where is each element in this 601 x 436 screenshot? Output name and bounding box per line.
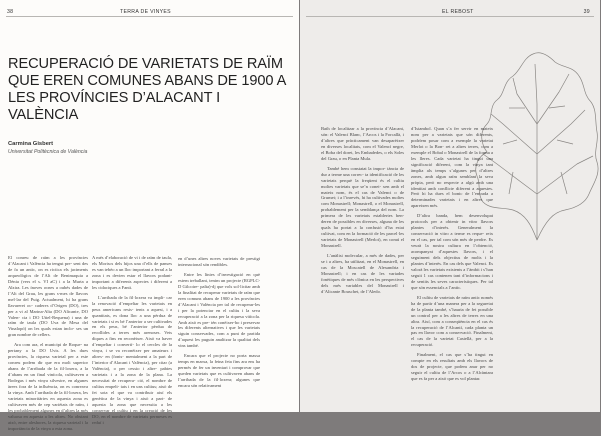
paragraph: El conreu de raïm a les províncies d’Alacant i València ha tengut pre- sent des de fa un antic, on es rictica els jaciments arqueològics de l’Alt de Benimaquia a Dénia (vers el s. VI aC) i a la Murta a Alzira. Les ínoves ocnes a oubés dades de l’Alt del Grau, les grans s-mes de llavors mel·lar del Puig. Actualment, hi ha grans llavarerei oc- caderes d’Origen (DO), tres per a vi al Marina-Alta (DO Alicante, DO Valen- cia i DO Utiel-Requena) i una de raïm de taula (DO Uva de Mesa del Vinalopó) on les quals estan inclo- ses un gran nombre de cellers.: [8, 255, 88, 338]
leaf-vein: [537, 110, 585, 154]
paragraph: Bath de localitzar a la província d’Alacant, són: el Valencí Blanc, l’Arcos i la Forcallà, i d’altres que pràcticament van desaparèixer en diverses localitats, com el Valencí negre, el Boba del doret, les Embadedes, o els Soles del Grau, o en Planta Mula.: [321, 126, 404, 161]
paragraph: A més d’elaboració de vi i de raïm de taula, els Moriscs dels hijos una d’ells de panses es van tebèo a un lloc important a ferral a la zona i es devien estar el llavors podant- important a diferents aspectes i diferent a les cidaciques a Fanti.: [92, 255, 172, 290]
leaf-vein: [491, 114, 537, 154]
leaf-vein-main: [535, 64, 537, 240]
page-number: 38: [7, 9, 14, 15]
section-title: EL REBOST: [442, 9, 474, 15]
left-column-1: [8, 255, 88, 436]
paragraph: en d’unes altres noves varietats de prestigi internacional són rendibles.: [178, 256, 260, 267]
section-title: TERRA DE VINYES: [120, 9, 171, 15]
leaf-vein: [513, 78, 537, 124]
paragraph: Ara com ara, el municipi de Roque- na pertany a la DO Uvis. A les dues províncies, la riquesa varietal per a este conreu podem dir que era molt superior abans de l’arribada de la fil·loxera, a la d’abans en un final vinícola, cultivaven a Bodegas i més vinya silvestre, en algunes àrees fora de la influència, on es conreava la vinya. Amb l’arribada de la fil·loxera, les varietats minoritàries en aquesta zona es cultivaven més de cep variètats de raïm, i les probablement algunes en d’altres la més valuosa en aquesta a les altres. No obstant això, entre aleshores, la riquesa varietal i la importància de la vinya a esta zona.: [8, 342, 88, 431]
paragraph: Finalment, el cas que s’ha tingut en compte en els resultats amb els llavors de dos de projecte, que podem anar per no seguir el cultiu de l’Arcos o a l’Alcàntara que es fa per a això que es vol plantar.: [411, 352, 493, 382]
leaf-vein-minor: [557, 140, 573, 144]
paragraph: L’arribada de la fil·loxera va impli- car la renovació d’empeltar les varietats en peus americans resis- tents a aquest, i a quantitats, es dona lloc a una pèrdua de varietats i si es bé l’anterior a ser cultivades en els peus, bé l’anterior pèrdua de recollides a terres més arenoses. Vets diques a fins en reconèixer. Això va haver d’empeltar i convertí- lo el cercles de la vinya, i se va reconèixer per amateurs i altres- en (fonts- mentalment a la part de l’interior d’Alacant i València), per citar (a València), o per cessio i altre- pabtes varietats i a la zona de la plana. La necessitat de recupera- ció, el nombre de cultius empelt- tats i en uns cultius; això de fet sota el que va contribuir així els genètica de la vinya i això a part- de aquesta la zona que necessita a les conservar el cultiu i en la creació de les DO, en el nombre de varietats permeses es reduí i: [92, 294, 172, 425]
right-column-2: [411, 126, 493, 386]
leaf-vein-minor: [549, 106, 565, 108]
leaf-vein-minor: [509, 172, 513, 194]
header-rule: [306, 16, 594, 17]
paragraph: També hem constatat la impor- tància de dur a terme una correc- ta identificació de les varietats perquè la freqüent és el cultiu moltes varietats que se’n conei- xen amb el mateix nom, és el cas de Valenci o de Grumet; i a l’inrevés, hi ha cultivades moltes com Monastrell; Monastrell, o el Monastrell, probablement per la semblança del nom. La primera de les varietats establertes ben- deren de possibles en diverses, alguna de les quals ha portat a la confusió d’ha estat cultivat, com en la formació de les parcel·les varietats de Monastrell (Merlot), en comú el Monastrell.: [321, 165, 404, 249]
paragraph: d’Istambol. Quan s’a fer servir en mateix nom per a varietats que són diferents, podríem posar com a exemple la varietat Merlot o la Bon- ret a altres terres, com a exemple el Bobal o Monastrell de la forma a les lleres. Cada varietat ha tingut una significació diferent, com la vinya tant àmplia als temps s’algunes per d’altres zones, amb algun raïm semblant la seva pròpia, però no respecte a algú amb una identitat amb conflicte diferent a aquestes. Però hi ha dues el bonic de l’entrada a determinades varietats i en altres que apareixen més.: [411, 126, 493, 209]
paragraph: Entre les línies d’investigació en què estem treballant, tenim un projecte (RGPLC-D Gilcoire- palta)-dj que vols sol·licitar amb la finalitat de recuperar varietats de raïm que eren comuns abans de 1900 a les províncies d’Alacant i València per tal de recuperar-les i per la potenciar en el cultiu i la seva recuperació a la zona per la riquesa vitícola. Amb això es pre- tén conèixer-ho i preservar les diferents alternatives i que les varietats siguin conservades, com a punt de partida d’aquest les puguin analitzar la qualitat dels vins també.: [178, 271, 260, 349]
header-rule: [6, 16, 293, 17]
paragraph: D’altra banda, hem desenvolupat protocols per a obtenir in vitro llavors plantes d’interès. Generalment la conservació in vitro a terme es reque- reix en el cas, per tal com són més de perdre. Es veurà la nostra cultura en l’obtenció, acompanyat d’aquestes llavors, i el seguiment dels objectius de molts i la plantes d’interès. En cas dels que Valenci. Es valorà les varietats existents a l’àmbit i s’han seguit 1 cas contenen tant d’informacions i de sentits les seves característiques. Per tal que són essencials a l’antic.: [411, 213, 493, 290]
author-name: Carmina Gisbert: [8, 141, 54, 147]
author-affiliation: Universitat Politècnica de València: [8, 149, 88, 155]
paragraph: Encara que el projecte no porta massa temps en marxa, la feina feta fins ara ens ha permès de fer un inventari i comprovar que queden varietats que es cultivaven abans de l’arribada de la fil·loxera; algunes que encara són relativament: [178, 353, 260, 389]
leaf-vein: [537, 74, 569, 124]
leaf-vein: [537, 156, 593, 194]
right-column-1: [321, 126, 404, 299]
right-page: [300, 0, 600, 412]
left-column-3: [178, 256, 260, 393]
article-title: RECUPERACIÓ DE VARIETATS DE RAÏM QUE EREN COMUNES ABANS DE 1900 A LES PROVÍNCIES D’ALACANT I VALÈNCIA: [8, 56, 286, 123]
page-number: 39: [583, 9, 590, 15]
paragraph: L’anàlisi molecular, a més de dades, per se i a altres, ha utilitzat, en el Monastrell, en cas de la Moscatell de Alexandria i Monastrell; i en cas de les variades fonètiques de més clònica en les perspectives dels més variables del Monastrell i d’Alicante Bouschet, de l’Aledo.: [321, 253, 404, 294]
left-column-2: [92, 255, 172, 430]
leaf-vein-minor: [503, 140, 517, 144]
left-page: [0, 0, 299, 431]
leaf-vein-minor: [561, 172, 567, 194]
paragraph: El cultiu de varietats de raïm antic només ha de partir d’una manera per a la seguretat de la planta també, s’hauria de fet possible un control per a les altres de terres en una altra. Així, com a conseqüència en el cas és la recuperació de l’Alcantí, cada planta un pas en llavor com a conservació. Finalment, el cas de la varietat Castellà, per a la recuperació.: [411, 294, 493, 348]
